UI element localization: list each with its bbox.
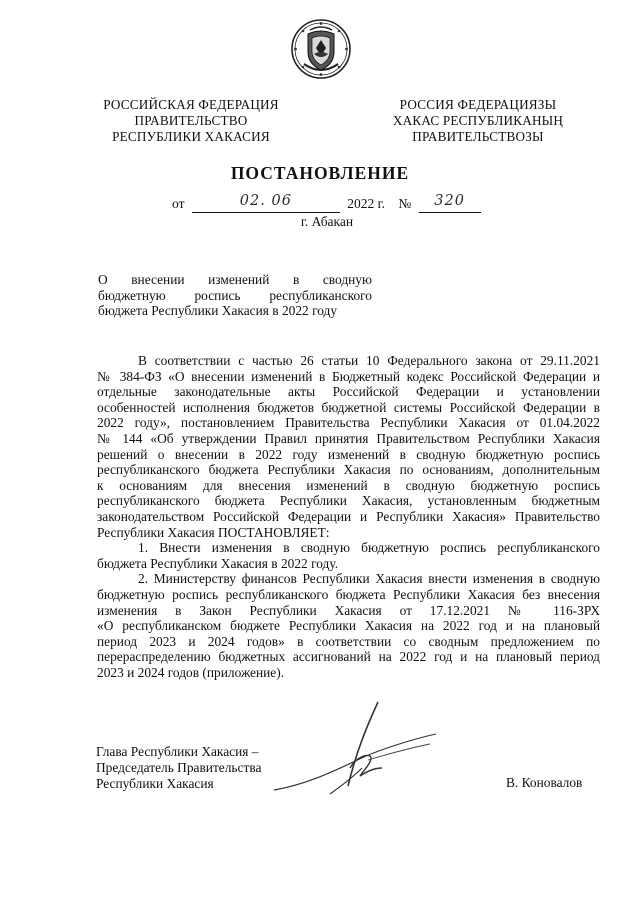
body-line: республиканского бюджета Республики Хакасия, установленным бюджетным	[97, 493, 600, 509]
body-line: перераспределению бюджетных ассигнований на 2022 год и на плановый период	[97, 649, 600, 665]
header-right-line: ПРАВИТЕЛЬСТВОЗЫ	[412, 129, 544, 144]
body-line: отдельные законодательные акты Российской Федерации и установлении	[97, 384, 600, 400]
subject-line: бюджетную роспись республиканского	[98, 287, 372, 303]
body-line: В соответствии с частью 26 статьи 10 Федерального закона от 29.11.2021	[138, 353, 600, 368]
body-line: бюджета Республики Хакасия в 2022 году.	[97, 555, 339, 571]
header-right	[376, 97, 580, 145]
body-line: законодательством Российской Федерации и Республики Хакасия» Правительство	[97, 508, 600, 524]
header-left	[96, 97, 286, 145]
document-title: ПОСТАНОВЛЕНИЕ	[230, 163, 410, 183]
document-body	[97, 353, 600, 680]
signatory-title-line: Председатель Правительства	[96, 759, 262, 775]
body-line: решений о внесении в 2022 году изменений в сводную бюджетную роспись	[97, 446, 600, 462]
signatory-title-line: Республики Хакасия	[96, 775, 214, 791]
signatory-name: В. Коновалов	[506, 775, 583, 790]
subject-line: О внесении изменений в сводную	[98, 272, 372, 287]
body-line: период 2023 и 2024 годов» в соответствии со сводным предложением по	[97, 633, 600, 649]
number-field	[419, 193, 481, 213]
city-label: г. Абакан	[300, 214, 354, 229]
date-number-line	[172, 193, 481, 213]
signature-icon	[270, 698, 440, 808]
body-line: 2. Министерству финансов Республики Хакасия внести изменения в сводную	[138, 571, 600, 587]
body-line: № 144 «Об утверждении Правил принятия Правительством Республики Хакасия	[97, 430, 600, 446]
header-right-line: РОССИЯ ФЕДЕРАЦИЯЗЫ	[399, 97, 557, 112]
header-left-line: ПРАВИТЕЛЬСТВО	[134, 113, 248, 128]
header-left-line: РОССИЙСКАЯ ФЕДЕРАЦИЯ	[103, 97, 279, 112]
body-line: 1. Внести изменения в сводную бюджетную роспись республиканского	[138, 540, 600, 556]
signatory-title	[96, 744, 261, 791]
date-field	[192, 193, 340, 213]
subject-block	[98, 272, 372, 319]
body-line: к основаниям для внесения изменений в сводную бюджетную роспись	[97, 477, 600, 493]
date-handwritten: 02. 06	[239, 193, 292, 209]
header-right-line: ХАКАС РЕСПУБЛИКАНЫҢ	[392, 113, 564, 128]
number-label: №	[398, 196, 412, 211]
subject-line: бюджета Республики Хакасия в 2022 году	[98, 303, 338, 319]
from-label: от	[172, 196, 185, 211]
body-line: № 384-ФЗ «О внесении изменений в Бюджетный кодекс Российской Федерации и	[97, 368, 600, 384]
year-label: 2022 г.	[347, 196, 385, 211]
body-line: 2023 и 2024 годов (приложение).	[97, 664, 285, 680]
signatory-title-line: Глава Республики Хакасия –	[96, 744, 259, 759]
number-handwritten: 320	[434, 193, 465, 209]
header-left-line: РЕСПУБЛИКИ ХАКАСИЯ	[112, 129, 270, 144]
body-line: «О республиканском бюджете Республики Хакасия на 2022 год и на плановый	[97, 618, 600, 634]
coat-of-arms-icon	[290, 18, 352, 80]
body-line: 2022 году», постановлением Правительства Республики Хакасия от 01.04.2022	[97, 415, 600, 431]
body-line: Республики Хакасия ПОСТАНОВЛЯЕТ:	[97, 524, 330, 540]
body-line: бюджетную роспись республиканского бюджета Республики Хакасия без внесения	[97, 586, 600, 602]
body-line: изменения в Закон Республики Хакасия от 17.12.2021 № 116-ЗРХ	[97, 602, 600, 618]
body-line: особенностей исполнения бюджетов бюджетной системы Российской Федерации в	[97, 399, 600, 415]
body-line: республиканского бюджета Республики Хакасия по основаниям, дополнительным	[97, 462, 600, 478]
